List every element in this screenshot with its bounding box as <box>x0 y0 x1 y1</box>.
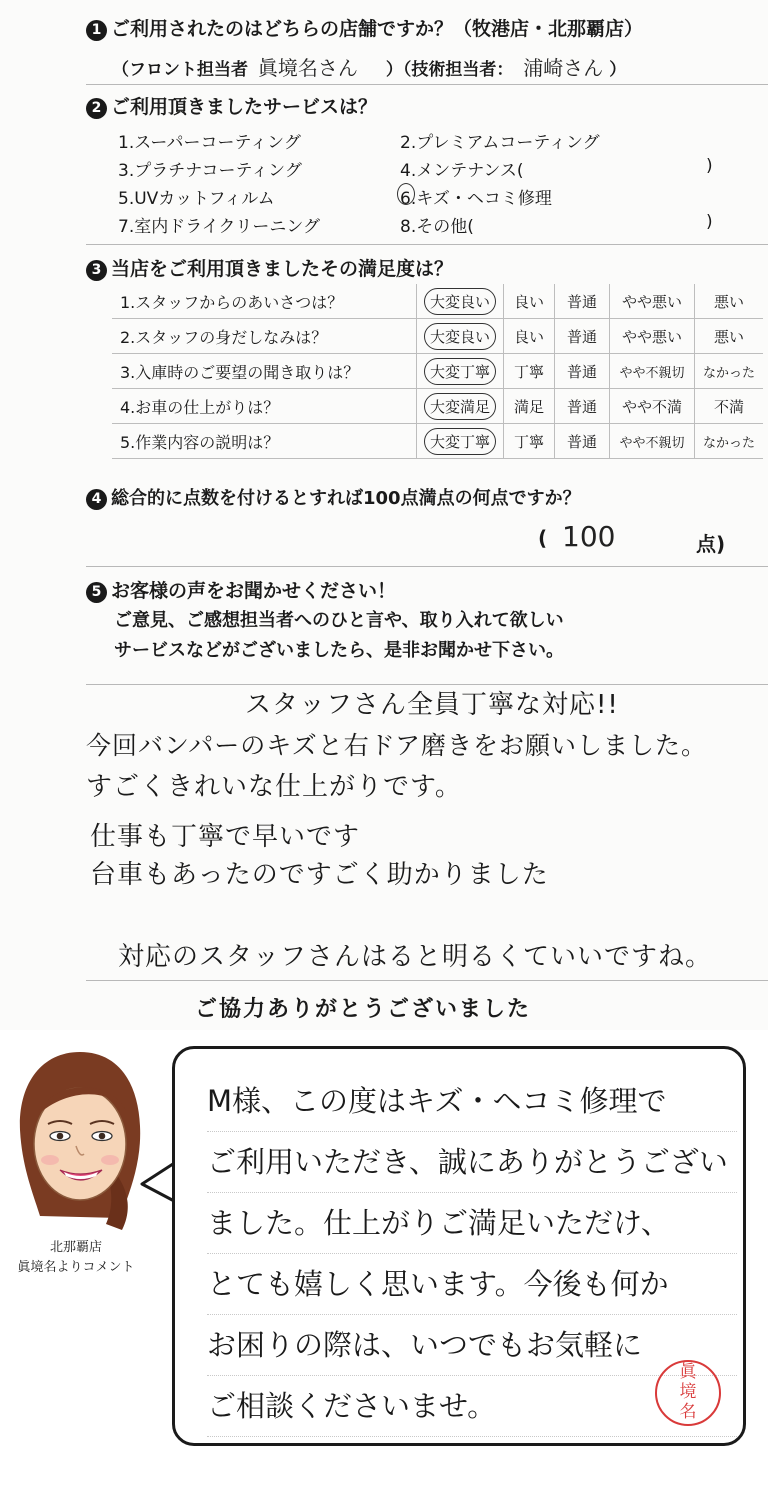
paren-close: ) <box>706 156 713 176</box>
staff-avatar <box>10 1046 150 1236</box>
question-5-instruction: サービスなどがございましたら、是非お聞かせ下さい。 <box>114 640 564 661</box>
table-row: 1.スタッフからのあいさつは？ 大変良い 良い 普通 やや悪い 悪い <box>112 284 763 319</box>
score-value: 100 <box>562 520 616 553</box>
question-number: 1 <box>86 20 107 41</box>
selected-rating: 大変良い <box>424 323 496 350</box>
question-5-title: 5 お客様の声をお聞かせください！ <box>86 576 396 603</box>
selected-rating: 大変満足 <box>424 393 496 420</box>
satisfaction-table <box>112 284 763 459</box>
service-option: 1.スーパーコーティング <box>118 133 301 153</box>
staff-in-charge-line: （フロント担当者 眞境名さん ）（技術担当者： 浦崎さん ） <box>112 56 627 80</box>
customer-comment-line: 仕事も丁寧で早いです <box>90 822 361 852</box>
store-name: 北那覇店 <box>49 1240 102 1255</box>
divider <box>86 84 768 85</box>
customer-comment-line: すごくきれいな仕上がりです。 <box>86 772 462 802</box>
score-unit: 点) <box>696 532 726 556</box>
staff-signature <box>0 1238 152 1278</box>
table-row: 5.作業内容の説明は？ 大変丁寧 丁寧 普通 やや不親切 なかった <box>112 424 763 459</box>
service-option: 8.その他( <box>400 217 474 237</box>
front-staff-name: 眞境名さん <box>257 56 358 80</box>
service-option: 4.メンテナンス( <box>400 161 524 181</box>
staff-comment-label: 眞境名よりコメント <box>17 1260 135 1275</box>
paren-close: ) <box>706 212 713 232</box>
customer-comment-line: 対応のスタッフさんはると明るくていいですね。 <box>118 942 713 972</box>
question-5-instruction: ご意見、ご感想担当者へのひと言や、取り入れて欲しい <box>114 610 564 631</box>
tech-staff-name: 浦崎さん <box>523 56 604 80</box>
table-row: 4.お車の仕上がりは？ 大変満足 満足 普通 やや不満 不満 <box>112 389 763 424</box>
table-row: 3.入庫時のご要望の聞き取りは？ 大変丁寧 丁寧 普通 やや不親切 なかった <box>112 354 763 389</box>
question-number: 4 <box>86 489 107 510</box>
question-number: 3 <box>86 260 107 281</box>
customer-comment-line: 台車もあったのですごく助かりました <box>90 860 549 890</box>
question-4-title: 4 総合的に点数を付けるとすれば100点満点の何点ですか？ <box>86 484 581 510</box>
score-open-paren: ( <box>538 526 548 550</box>
service-option: 3.プラチナコーティング <box>118 161 302 181</box>
service-option: 5.UVカットフィルム <box>118 189 275 209</box>
selected-rating: 大変丁寧 <box>424 358 496 385</box>
service-option: 2.プレミアムコーティング <box>400 133 600 153</box>
service-option-selected: 6.キズ・ヘコミ修理 <box>400 184 552 209</box>
selection-circle <box>397 183 415 205</box>
question-1-title: 1 ご利用されたのはどちらの店舗ですか？（牧港店・北那覇店） <box>86 14 643 41</box>
table-row: 2.スタッフの身だしなみは？ 大変良い 良い 普通 やや悪い 悪い <box>112 319 763 354</box>
customer-comment-line: スタッフさん全員丁寧な対応!! <box>245 690 619 720</box>
staff-reply-text: M様、この度はキズ・ヘコミ修理で ご利用いただき、誠にありがとうござい ました。仕上がりご満足いただけ、 とても嬉しく思います。今後も何か お困りの際は、いつでもお気軽に ご相談くださいませ。 <box>207 1071 737 1437</box>
question-number: 2 <box>86 98 107 119</box>
divider <box>86 244 768 245</box>
customer-comment-line: 今回バンパーのキズと右ドア磨きをお願いしました。 <box>86 731 708 760</box>
name-seal-stamp: 眞 境 名 <box>655 1360 721 1426</box>
divider <box>86 566 768 567</box>
divider <box>86 980 768 981</box>
selected-rating: 大変丁寧 <box>424 428 496 455</box>
selected-rating: 大変良い <box>424 288 496 315</box>
closing-message: ご協力ありがとうございました <box>195 997 532 1022</box>
question-number: 5 <box>86 582 107 603</box>
service-option: 7.室内ドライクリーニング <box>118 217 321 237</box>
question-3-title: 3 当店をご利用頂きましたその満足度は？ <box>86 254 453 281</box>
question-2-title: 2 ご利用頂きましたサービスは？ <box>86 92 377 119</box>
